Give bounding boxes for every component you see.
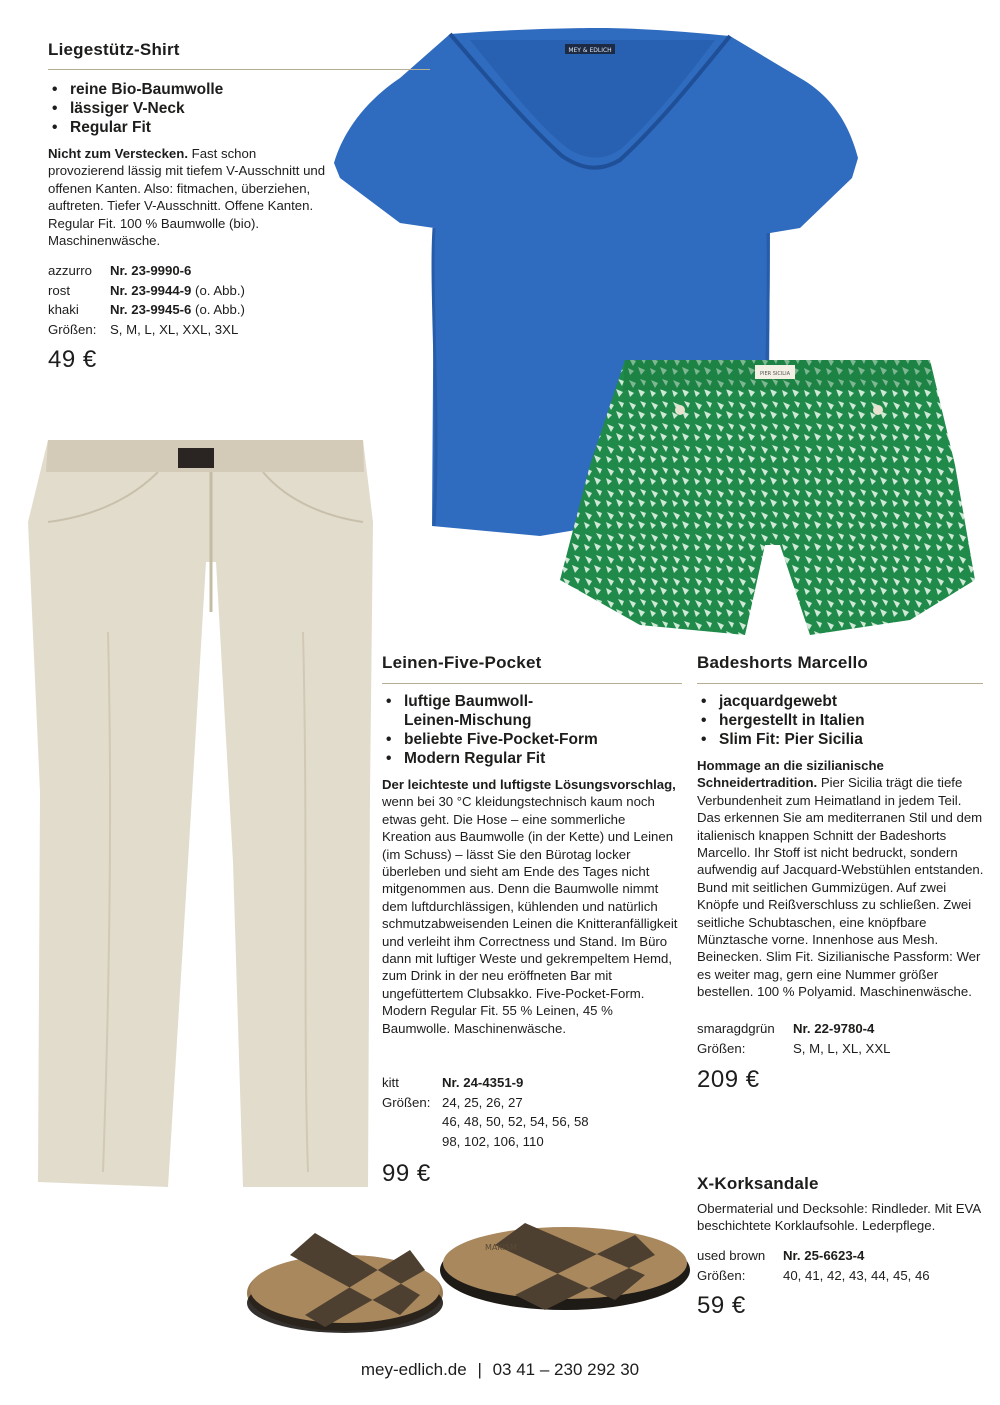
variant-color: kitt [382,1075,399,1090]
shorts-price: 209 € [697,1066,760,1093]
pants-bullet: • Modern Regular Fit [382,749,622,768]
shorts-title: Badeshorts Marcello [697,653,869,672]
sizes-value: 46, 48, 50, 52, 54, 56, 58 [442,1114,589,1129]
shorts-desc: Pier Sicilia trägt die tiefe Verbundenheit zum Heimatland in jedem Teil. Das erkennen Sie am mediterranen Stil und dem italienisch knappen Schnitt der Badeshorts Marcello. Ihr Stoff ist nicht bedruckt, sondern aufwendig auf Jacquard-Webstühlen entstanden. Bund mit seitlichen Gummizügen. Auf zwei Knöpfe und Reißverschluss zu schließen. Zwei seitliche Schubtaschen, eine knöpfbare Münztasche vorne. Innenhose aus Mesh. Beinecken. Slim Fit. Sizilianische Passform: Wer es weiter mag, gern eine Nummer größer bestellen. 100 % Polyamid. Maschinenwäsche. [697,775,984,1000]
shorts-description [697,757,985,1001]
pants-price: 99 € [382,1160,431,1187]
pants-divider [382,683,682,684]
shirt-bullet: • Regular Fit [48,118,430,137]
variant-color: used brown [697,1248,766,1263]
variant-row [382,1073,589,1093]
variant-nr: Nr. 24-4351-9 [442,1075,524,1090]
shorts-image [560,355,985,640]
variant-note: (o. Abb.) [191,282,245,298]
pants-bullets [382,692,622,768]
shirt-brand-label: MEY & EDLICH [568,47,612,54]
shirt-spec [48,261,245,339]
variant-nr: Nr. 23-9945-6 [110,302,192,317]
variant-nr: Nr. 23-9944-9 [110,282,192,298]
sizes-value: 40, 41, 42, 43, 44, 45, 46 [783,1267,930,1283]
shirt-bullets [48,80,430,137]
sizes-row [382,1093,589,1113]
variant-row [48,281,245,301]
sizes-value: 24, 25, 26, 27 [442,1094,523,1110]
footer-phone: 03 41 – 230 292 30 [492,1360,640,1379]
shirt-lead: Nicht zum Verstecken. [48,146,188,161]
sandals-spec [697,1246,930,1285]
shirt-price: 49 € [48,346,97,373]
shirt-divider [48,69,430,70]
sizes-label: Größen: [697,1267,746,1283]
shorts-bullet: • jacquardgewebt [697,692,983,711]
pants-title: Leinen-Five-Pocket [382,653,542,672]
pants-block [382,653,682,694]
sizes-value: S, M, L, XL, XXL, 3XL [110,321,239,337]
variant-nr: Nr. 22-9780-4 [793,1021,875,1036]
shorts-bullets [697,692,983,749]
sizes-label: Größen: [382,1094,431,1110]
sizes-row [697,1039,890,1059]
shorts-divider [697,683,983,684]
sizes-label: Größen: [48,321,97,337]
pants-bullet: • luftige Baumwoll-Leinen-Mischung [382,692,554,730]
sandals-title: X-Korksandale [697,1174,819,1193]
shirt-bullet: • reine Bio-Baumwolle [48,80,430,99]
variant-row [697,1019,890,1039]
pants-description [382,776,678,1037]
pants-bullet: • beliebte Five-Pocket-Form [382,730,622,749]
footer-separator: | [477,1360,482,1379]
pants-desc: wenn bei 30 °C kleidungstechnisch kaum noch etwas geht. Die Hose – eine sommerliche Kreation aus Baumwolle (in der Kette) und Leinen (im Schuss) – lässt Sie den Bürotag locker überleben und sieht am Ende des Tages nicht mitgenommen aus. Denn die Baumwolle nimmt dem luftdurchlässigen, kühlenden und natürlich schmutzabweisenden Leinen die Knitteranfälligkeit und verleiht ihm Correctness und Stand. Im Büro dann mit luftiger Weste und gekrempeltem Hemd, zum Drink in der neu eröffneten Bar mit ungefüttertem Clubsakko. Five-Pocket-Form. Modern Regular Fit. 55 % Leinen, 45 % Baumwolle. Maschinenwäsche. [382,794,678,1036]
variant-color: azzurro [48,263,92,278]
sizes-row [382,1132,589,1152]
sandals-price: 59 € [697,1292,746,1319]
variant-row [48,261,245,281]
variant-color: smaragdgrün [697,1021,775,1036]
pants-lead: Der leichteste und luftigste Lösungsvorschlag, [382,777,676,792]
shorts-brand-label: PIER SICILIA [759,371,791,377]
sizes-label: Größen: [697,1040,746,1056]
variant-row [48,300,245,320]
shorts-spec [697,1019,890,1058]
sizes-row [697,1266,930,1286]
pants-image [28,432,373,1192]
shorts-bullet: • Slim Fit: Pier Sicilia [697,730,983,749]
shirt-bullet: • lässiger V-Neck [48,99,430,118]
footer-website-link[interactable]: mey-edlich.de [360,1360,467,1379]
sandals-image [245,1215,695,1345]
variant-nr: Nr. 25-6623-4 [783,1248,865,1263]
shirt-desc: Fast schon provozierend lässig mit tiefem V-Ausschnitt und offenen Kanten. Also: fitmachen, überziehen, auftreten. Tiefer V-Ausschnitt. Offene Kanten. Regular Fit. 100 % Baumwolle (bio). Maschinenwäsche. [48,146,326,249]
pants-spec [382,1073,589,1151]
sandals-description: Obermaterial und Decksohle: Rindleder. Mit EVA beschichtete Korklaufsohle. Lederpflege. [697,1201,981,1234]
shorts-block [697,653,983,694]
variant-color: khaki [48,302,79,317]
variant-note: (o. Abb.) [191,302,245,317]
shirt-description [48,145,333,249]
footer [0,1360,1000,1380]
shorts-bullet: • hergestellt in Italien [697,711,983,730]
shirt-block [48,40,430,137]
variant-nr: Nr. 23-9990-6 [110,263,192,278]
variant-row [697,1246,930,1266]
sandal-brand-label: MAKISM [485,1243,517,1252]
sizes-row [48,320,245,340]
sizes-value: 98, 102, 106, 110 [442,1133,544,1149]
shirt-title: Liegestütz-Shirt [48,40,180,59]
shorts-lead: Hommage an die sizilianische Schneidertradition. [697,758,884,791]
sizes-value: S, M, L, XL, XXL [793,1040,891,1056]
sizes-row [382,1112,589,1132]
variant-color: rost [48,282,70,298]
